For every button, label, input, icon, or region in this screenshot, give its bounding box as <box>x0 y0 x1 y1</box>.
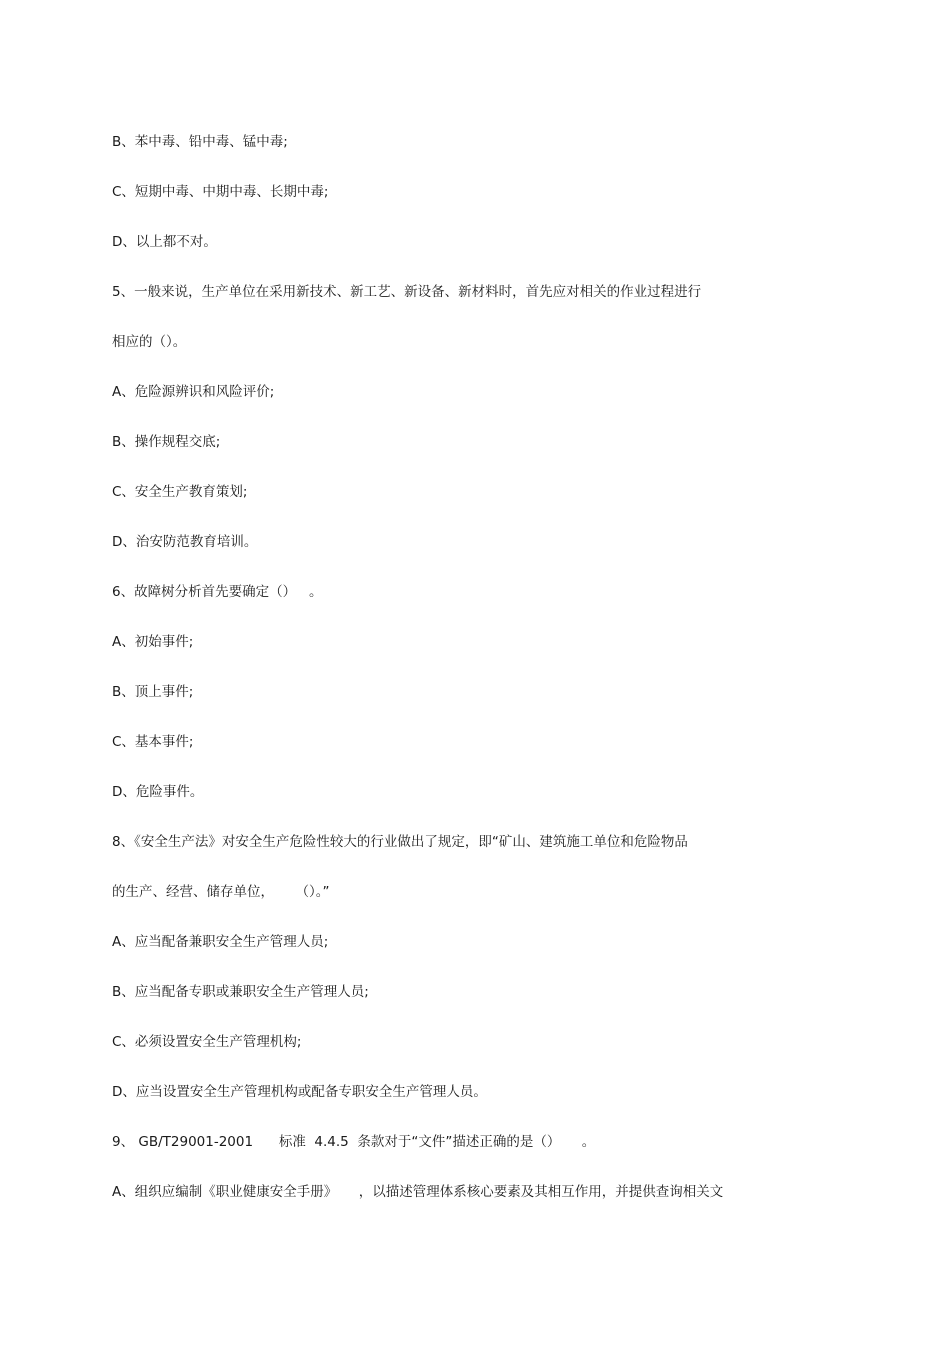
option-a-q6: A、初始事件; <box>112 634 194 650</box>
option-b-q5: B、操作规程交底; <box>112 434 221 450</box>
option-b-q6: B、顶上事件; <box>112 684 194 700</box>
option-b-q8: B、应当配备专职或兼职安全生产管理人员; <box>112 984 369 1000</box>
option-c-q6: C、基本事件; <box>112 734 194 750</box>
option-d-q4: D、以上都不对。 <box>112 234 217 250</box>
option-c-q4: C、短期中毒、中期中毒、长期中毒; <box>112 184 329 200</box>
option-d-q8: D、应当设置安全生产管理机构或配备专职安全生产管理人员。 <box>112 1084 487 1100</box>
question-5-line-2: 相应的（）。 <box>112 334 187 350</box>
option-a-q8: A、应当配备兼职安全生产管理人员; <box>112 934 329 950</box>
question-6: 6、故障树分析首先要确定（） 。 <box>112 584 323 600</box>
option-d-q6: D、危险事件。 <box>112 784 204 800</box>
option-c-q8: C、必须设置安全生产管理机构; <box>112 1034 302 1050</box>
option-c-q5: C、安全生产教育策划; <box>112 484 248 500</box>
option-a-q9: A、组织应编制《职业健康安全手册》 ，以描述管理体系核心要素及其相互作用，并提供查询相关文 <box>112 1184 724 1200</box>
question-5-line-1: 5、一般来说，生产单位在采用新技术、新工艺、新设备、新材料时，首先应对相关的作业过程进行 <box>112 284 702 300</box>
option-a-q5: A、危险源辨识和风险评价; <box>112 384 275 400</box>
question-8-line-1: 8、《安全生产法》对安全生产危险性较大的行业做出了规定，即“矿山、建筑施工单位和危险物品 <box>112 834 688 850</box>
question-9: 9、 GB/T29001-2001 标准 4.4.5 条款对于“文件”描述正确的是（） 。 <box>112 1134 596 1150</box>
question-8-line-2: 的生产、经营、储存单位， （）。” <box>112 884 330 900</box>
option-d-q5: D、治安防范教育培训。 <box>112 534 258 550</box>
option-b-q4: B、苯中毒、铅中毒、锰中毒; <box>112 134 288 150</box>
